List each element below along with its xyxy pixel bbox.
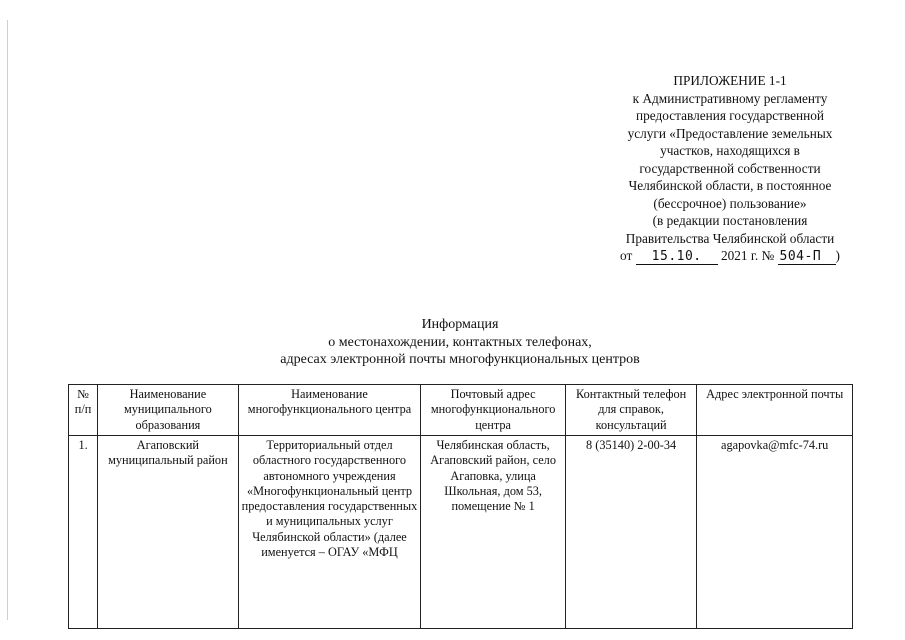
cell-center: Территориальный отдел областного государственного автономного учреждения «Многофункциональный центр предоставления государственных и муниципальных услуг Челябинской области» (далее именуется – ОГАУ «МФЦ — [238, 436, 421, 629]
header-center: Наименование многофункционального центра — [238, 385, 421, 436]
header-address: Почтовый адрес многофункционального центра — [421, 385, 566, 436]
date-field: 15.10. — [636, 249, 718, 265]
header-number: № п/п — [69, 385, 98, 436]
appendix-line: государственной собственности — [639, 160, 821, 176]
cell-address: Челябинская область, Агаповский район, село Агаповка, улица Школьная, дом 53, помещение № 1 — [421, 436, 566, 629]
appendix-line: к Административному регламенту — [632, 90, 828, 106]
appendix-line: ПРИЛОЖЕНИЕ 1-1 — [673, 73, 787, 88]
scan-edge-line — [7, 20, 8, 620]
header-phone: Контактный телефон для справок, консультаций — [565, 385, 697, 436]
cell-number: 1. — [69, 436, 98, 629]
title-line: о местонахождении, контактных телефонах, — [328, 334, 592, 350]
table-header-row — [69, 385, 853, 436]
year-text: 2021 г. № — [720, 248, 775, 263]
document-title — [260, 316, 660, 369]
appendix-line: услуги «Предоставление земельных — [627, 125, 833, 141]
appendix-line: предоставления государственной — [635, 108, 825, 123]
title-line: Информация — [421, 317, 499, 332]
cell-phone: 8 (35140) 2-00-34 — [565, 436, 697, 629]
cell-email: agapovka@mfc-74.ru — [697, 436, 853, 629]
header-email: Адрес электронной почты — [697, 385, 853, 436]
mfc-info-table — [68, 384, 853, 629]
title-line: адресах электронной почты многофункциональных центров — [280, 352, 640, 367]
appendix-line: Правительства Челябинской области — [625, 230, 835, 246]
appendix-line: участков, находящихся в — [660, 143, 800, 158]
appendix-line: Челябинской области, в постоянное — [628, 178, 832, 193]
appendix-line: (бессрочное) пользование» — [653, 195, 807, 211]
cell-municipality: Агаповский муниципальный район — [98, 436, 239, 629]
resolution-number-field: 504-П — [778, 249, 836, 265]
table-row — [69, 436, 853, 629]
date-prefix: от — [620, 248, 633, 263]
resolution-date-line — [605, 247, 855, 265]
appendix-header — [605, 72, 855, 265]
appendix-line: (в редакции постановления — [652, 213, 808, 228]
closing-paren: ) — [835, 248, 840, 263]
header-municipality: Наименование муниципального образования — [98, 385, 239, 436]
